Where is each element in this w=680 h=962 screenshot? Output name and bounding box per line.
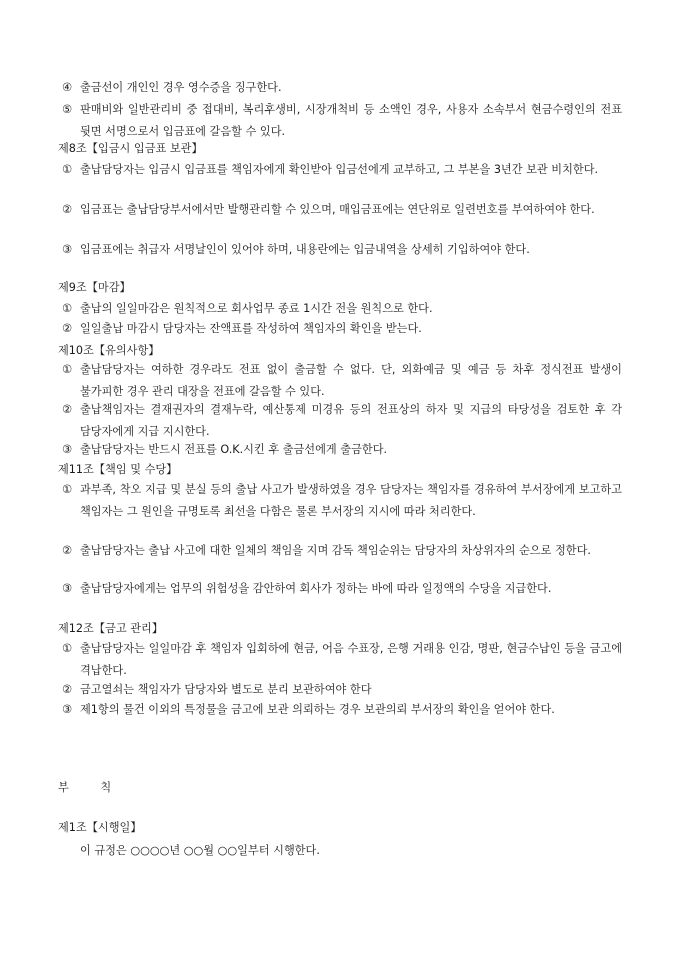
item-text: 출납책임자는 결재권자의 결재누락, 예산통제 미경유 등의 전표상의 하자 및 지급의 타당성을 검토한 후 각 담당자에게 지급 지시한다.	[80, 403, 622, 438]
item-number: ④	[62, 81, 73, 94]
list-item	[62, 318, 622, 340]
item-text: 출납담당자는 일일마감 후 책임자 입회하에 현금, 어음 수표장, 은행 거래용 인감, 명판, 현금수납인 등을 금고에 격납한다.	[80, 642, 622, 677]
item-number: ③	[62, 703, 73, 716]
item-text: 판매비와 일반관리비 중 접대비, 복리후생비, 시장개척비 등 소액인 경우, 사용자 소속부서 현금수령인의 전표 뒷면 서명으로서 입금표에 갈음할 수 있다.	[80, 103, 622, 138]
item-text: 일일출납 마감시 담당자는 잔액표를 작성하여 책임자의 확인을 받는다.	[80, 322, 422, 335]
list-item	[62, 159, 622, 181]
item-number: ②	[62, 322, 73, 335]
list-item	[62, 77, 622, 99]
item-number: ⑤	[62, 103, 73, 116]
item-number: ③	[62, 443, 73, 456]
item-number: ①	[62, 302, 73, 315]
item-text: 출납담당자에게는 업무의 위험성을 감안하여 회사가 정하는 바에 따라 일정액의 수당을 지급한다.	[80, 582, 552, 595]
item-text: 출납담당자는 여하한 경우라도 전표 없이 출금할 수 없다. 단, 외화예금 및 예금 등 차후 정식전표 발생이 불가피한 경우 관리 대장을 전표에 갈음할 수 있다.	[80, 363, 622, 398]
item-number: ①	[62, 642, 73, 655]
item-text: 출금선이 개인인 경우 영수증을 징구한다.	[80, 81, 282, 94]
item-text: 제1항의 물건 이외의 특정물을 금고에 보관 의뢰하는 경우 보관의뢰 부서장의 확인을 얻어야 한다.	[80, 703, 555, 716]
item-number: ③	[62, 243, 73, 256]
item-text: 출납담당자는 입금시 입금표를 책임자에게 확인받아 입금선에게 교부하고, 그 부본을 3년간 보관 비치한다.	[80, 163, 599, 176]
item-number: ②	[62, 683, 73, 696]
list-item	[62, 199, 622, 221]
item-text: 입금표는 출납담당부서에서만 발행관리할 수 있으며, 매입금표에는 연단위로 일련번호를 부여하여야 한다.	[80, 203, 595, 216]
article-12-title: 제12조【금고 관리】	[58, 622, 164, 635]
list-item	[62, 540, 622, 562]
appendix-article-1-text: 이 규정은 ○○○○년 ○○월 ○○일부터 시행한다.	[80, 844, 320, 857]
item-text: 출납담당자는 출납 사고에 대한 일체의 책임을 지며 감독 책임순위는 담당자의 차상위자의 순으로 정한다.	[80, 544, 591, 557]
item-text: 금고열쇠는 책임자가 담당자와 별도로 분리 보관하여야 한다	[80, 683, 372, 696]
item-text: 입금표에는 취급자 서명날인이 있어야 하며, 내용란에는 입금내역을 상세히 기입하여야 한다.	[80, 243, 530, 256]
article-8-title: 제8조【입금시 입금표 보관】	[58, 142, 203, 155]
list-item	[62, 479, 622, 523]
list-item	[62, 359, 622, 403]
item-number: ②	[62, 203, 73, 216]
item-text: 출납담당자는 반드시 전표를 O.K.시킨 후 출금선에게 출금한다.	[80, 443, 388, 456]
item-text: 출납의 일일마감은 원칙적으로 회사업무 종료 1시간 전을 원칙으로 한다.	[80, 302, 433, 315]
list-item	[62, 99, 622, 143]
item-text: 과부족, 착오 지급 및 분실 등의 출납 사고가 발생하였을 경우 담당자는 책임자를 경유하여 부서장에게 보고하고 책임자는 그 원인을 규명토록 최선을 다함은 물론 부서장의 지시에 따라 처리한다.	[80, 483, 622, 518]
list-item	[62, 638, 622, 682]
item-number: ①	[62, 363, 73, 376]
appendix-article-1-title: 제1조【시행일】	[58, 821, 142, 834]
list-item	[62, 679, 622, 701]
list-item	[62, 578, 622, 600]
article-10-title: 제10조【유의사항】	[58, 344, 160, 357]
item-number: ①	[62, 163, 73, 176]
list-item	[62, 399, 622, 443]
item-number: ③	[62, 582, 73, 595]
list-item	[62, 439, 622, 461]
item-number: ②	[62, 403, 73, 416]
item-number: ②	[62, 544, 73, 557]
item-number: ①	[62, 483, 73, 496]
list-item	[62, 298, 622, 320]
list-item	[62, 699, 622, 721]
appendix-title: 부 칙	[58, 781, 126, 794]
article-9-title: 제9조【마감】	[58, 281, 131, 294]
list-item	[62, 239, 622, 261]
article-11-title: 제11조【책임 및 수당】	[58, 463, 178, 476]
